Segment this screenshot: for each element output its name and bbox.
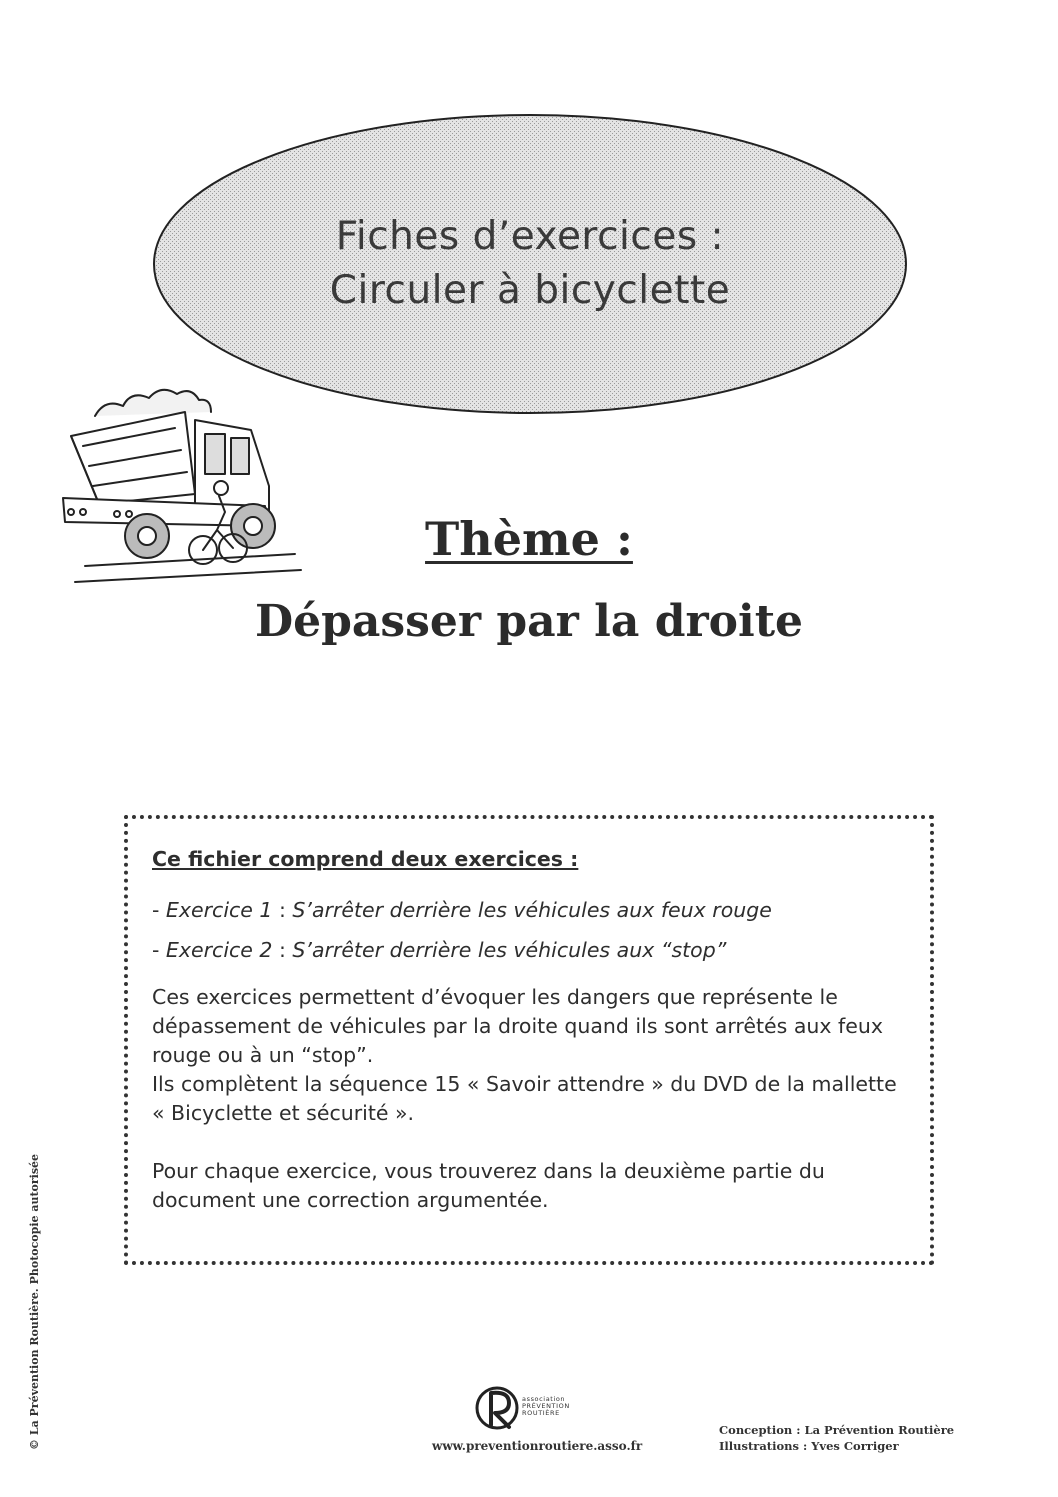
info-paragraph-3: Pour chaque exercice, vous trouverez dans la deuxième partie du document une correction argumentée. (152, 1159, 825, 1212)
logo-text (522, 1396, 570, 1417)
exercise-item-2 (152, 936, 906, 965)
page-title-line-2: Circuler à bicyclette (329, 268, 731, 313)
info-box-content (152, 845, 906, 1215)
website-link[interactable]: www.preventionroutiere.asso.fr (432, 1439, 643, 1453)
theme-label (0, 512, 1058, 566)
header-ellipse (152, 113, 908, 415)
info-box (124, 815, 934, 1265)
info-heading: Ce fichier comprend deux exercices : (152, 847, 579, 871)
exercise-name: Exercice 1 (165, 898, 273, 922)
exercise-item-1 (152, 896, 906, 925)
info-paragraph-2: Ils complètent la séquence 15 « Savoir attendre » du DVD de la mallette « Bicyclette et sécurité ». (152, 1072, 897, 1125)
theme-title: Dépasser par la droite (254, 596, 804, 647)
logo-text-line-1: association (522, 1395, 566, 1403)
exercise-separator: : (272, 938, 293, 962)
credits-illustrations: Illustrations : Yves Corriger (719, 1439, 899, 1453)
info-paragraph-1: Ces exercices permettent d’évoquer les dangers que représente le dépassement de véhicules par la droite quand ils sont arrêtés aux feux rouge ou à un “stop”. (152, 985, 884, 1067)
credits-conception: Conception : La Prévention Routière (719, 1423, 955, 1437)
copyright-notice: © La Prévention Routière. Photocopie autorisée (28, 1153, 41, 1450)
exercise-name: Exercice 2 (165, 938, 273, 962)
credits (719, 1422, 954, 1454)
page-title-line-1: Fiches d’exercices : (335, 214, 725, 259)
exercise-prefix: - (152, 898, 166, 922)
logo-text-line-2: PRÉVENTION (522, 1402, 570, 1410)
logo-text-line-3: ROUTIÈRE (522, 1409, 560, 1417)
exercise-description: S’arrêter derrière les véhicules aux “stop” (292, 938, 727, 962)
exercise-description: S’arrêter derrière les véhicules aux feux rouge (292, 898, 772, 922)
exercise-separator: : (272, 898, 293, 922)
info-paragraph-block (152, 983, 906, 1128)
theme-label-text: Thème : (425, 512, 633, 566)
info-paragraph-block-2 (152, 1157, 906, 1215)
exercise-prefix: - (152, 938, 166, 962)
